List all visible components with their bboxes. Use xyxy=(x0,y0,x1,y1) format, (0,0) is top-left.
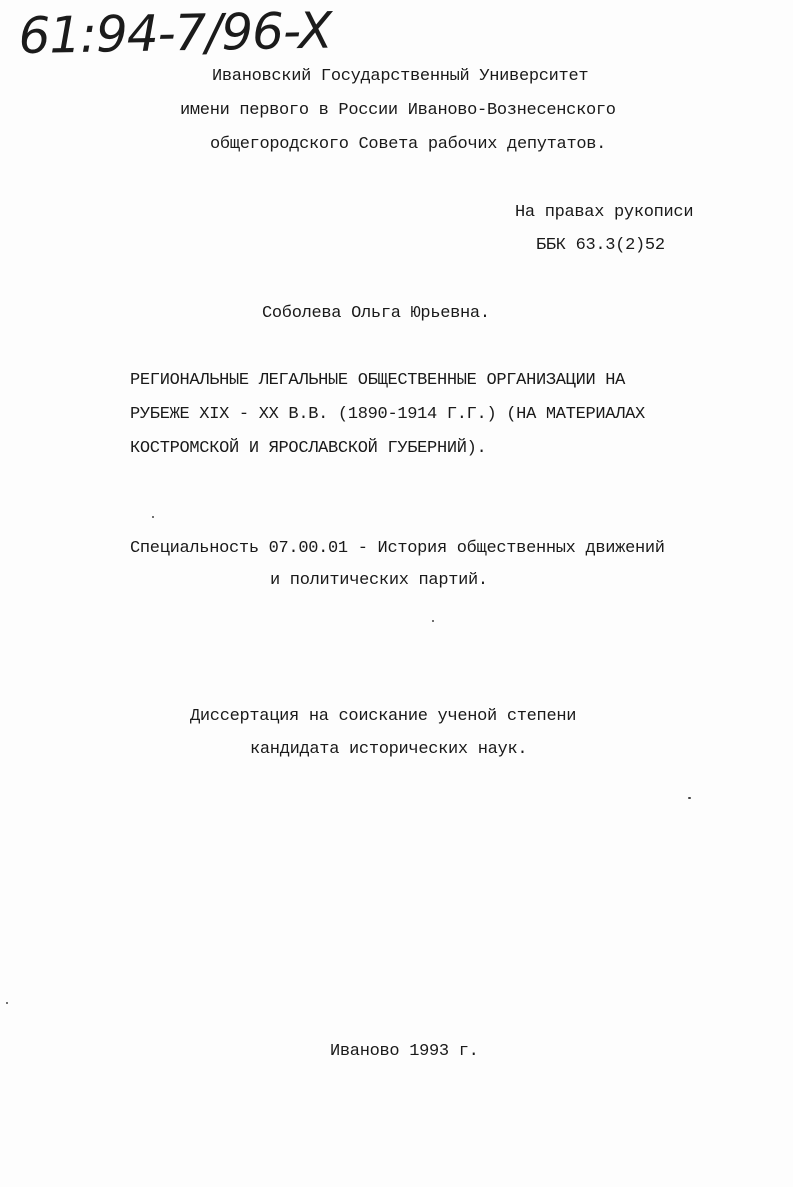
manuscript-rights: На правах рукописи xyxy=(515,203,694,222)
dissertation-title-line-3: КОСТРОМСКОЙ И ЯРОСЛАВСКОЙ ГУБЕРНИЙ). xyxy=(130,439,487,458)
university-dedication: имени первого в России Иваново-Вознесенского xyxy=(180,101,616,120)
bbk-code: ББК 63.3(2)52 xyxy=(536,236,665,255)
dissertation-title-line-2: РУБЕЖЕ XIX - XX В.В. (1890-1914 Г.Г.) (НА МАТЕРИАЛАХ xyxy=(130,405,645,424)
degree-line-2: кандидата исторических наук. xyxy=(250,740,528,759)
handwritten-archive-mark: 61:94-7/96-X xyxy=(18,1,332,65)
degree-line-1: Диссертация на соискание ученой степени xyxy=(190,707,577,726)
scan-speck xyxy=(688,797,691,799)
specialty-line-2: и политических партий. xyxy=(270,571,488,590)
dissertation-title-line-1: РЕГИОНАЛЬНЫЕ ЛЕГАЛЬНЫЕ ОБЩЕСТВЕННЫЕ ОРГАНИЗАЦИИ НА xyxy=(130,371,626,390)
scan-speck xyxy=(152,516,154,518)
scan-speck xyxy=(432,620,434,622)
place-and-year: Иваново 1993 г. xyxy=(330,1042,479,1061)
author-name: Соболева Ольга Юрьевна. xyxy=(262,304,490,323)
specialty-line-1: Специальность 07.00.01 - История общественных движений xyxy=(130,539,665,558)
university-name: Ивановский Государственный Университет xyxy=(212,67,589,86)
scan-speck xyxy=(6,1002,8,1004)
university-council: общегородского Совета рабочих депутатов. xyxy=(210,135,607,154)
